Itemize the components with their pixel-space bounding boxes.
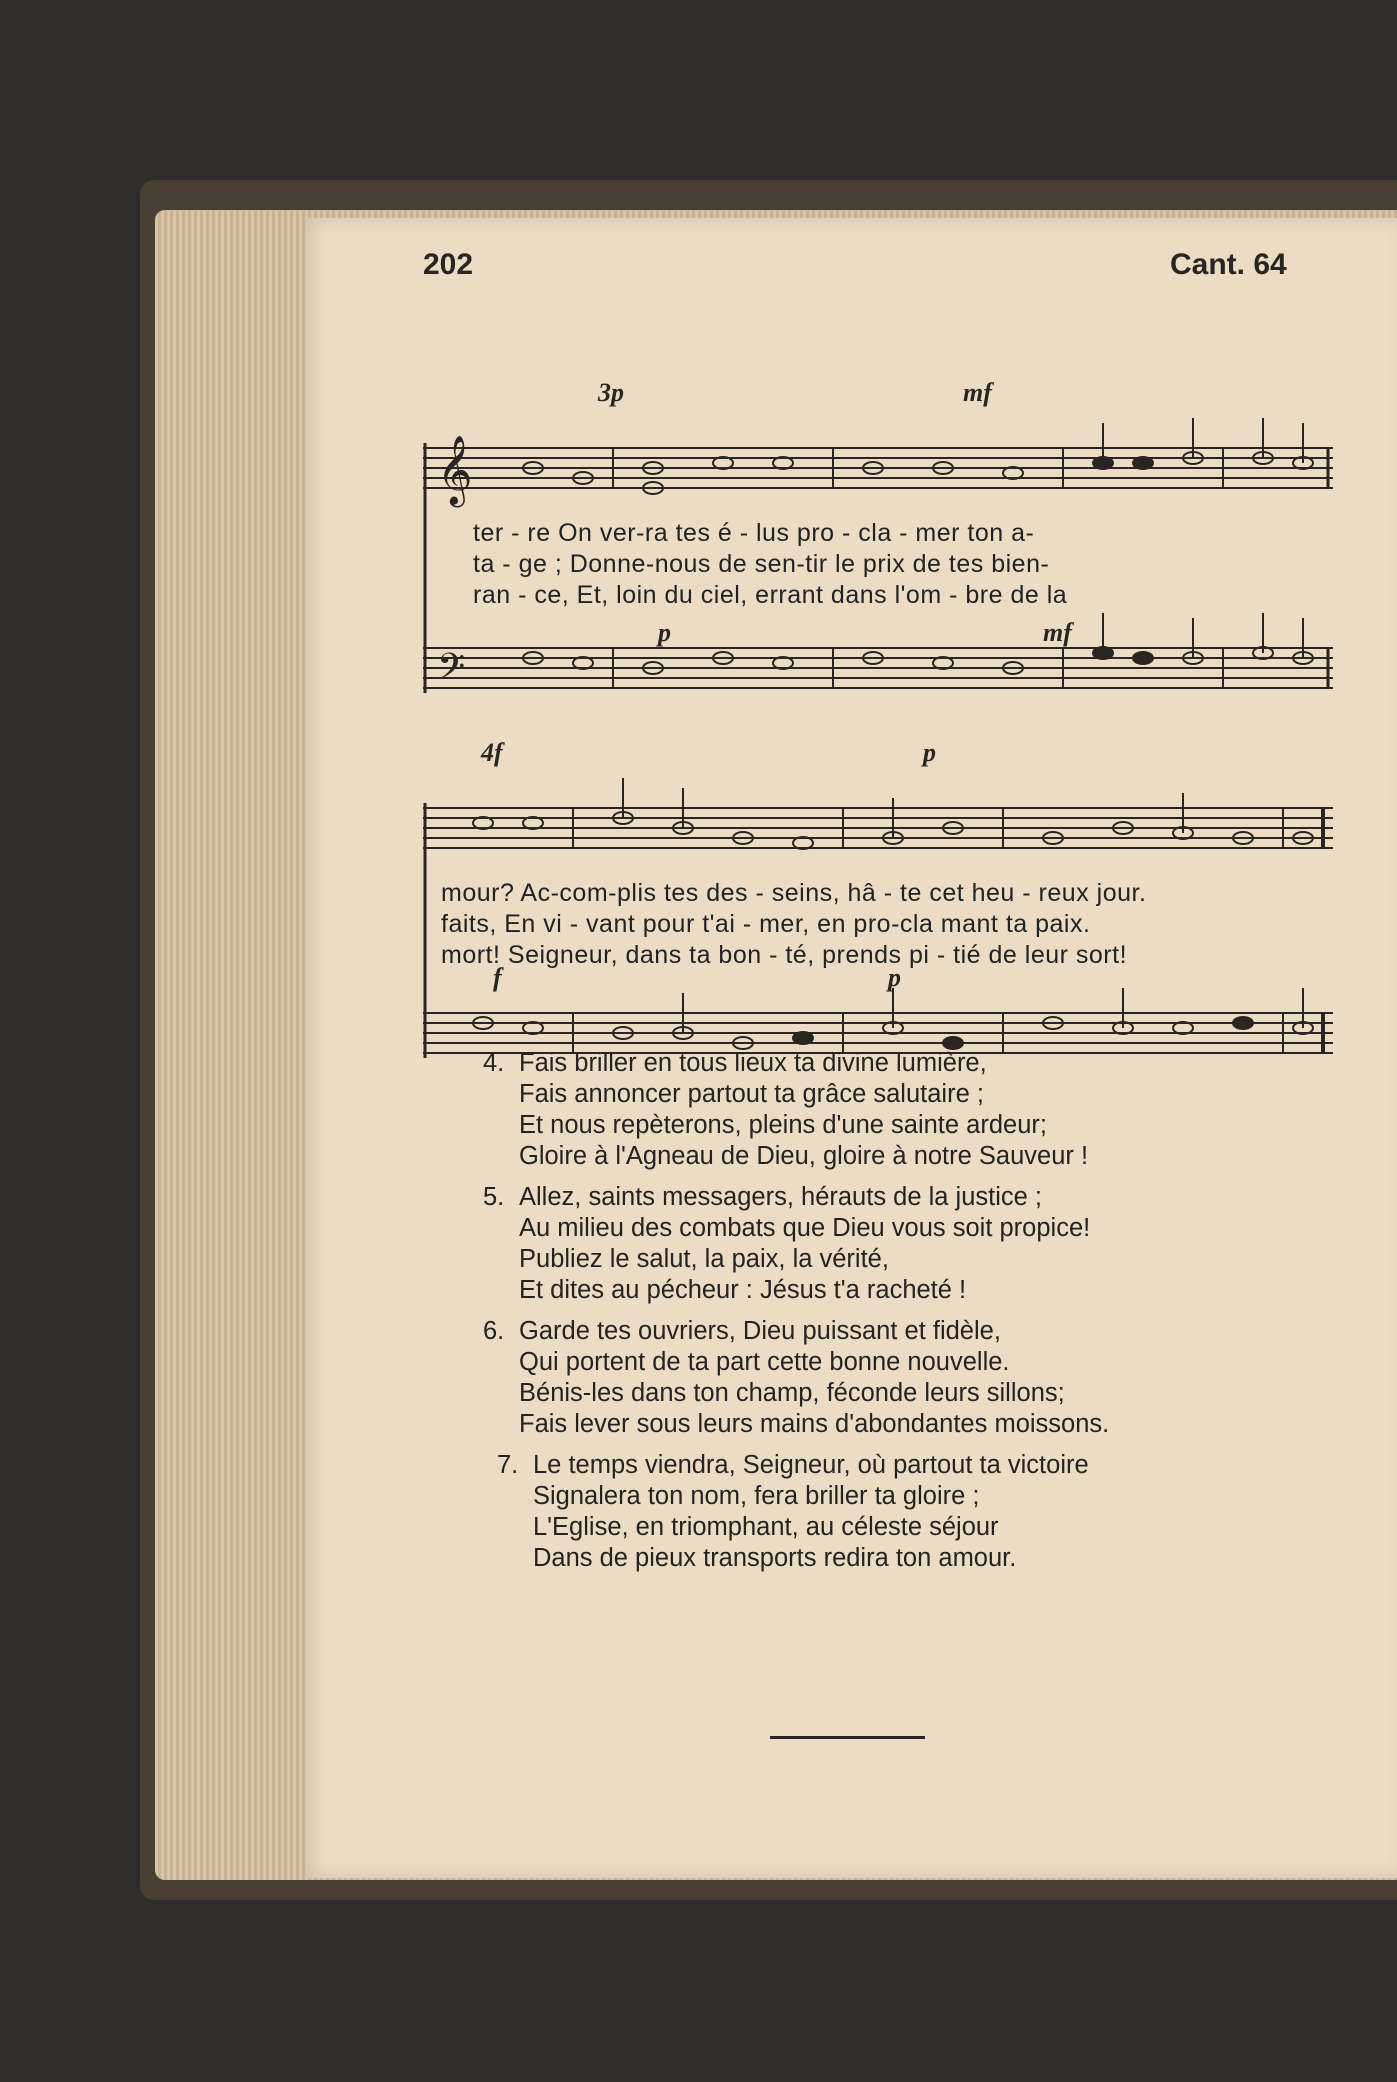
svg-text:𝄞: 𝄞 xyxy=(437,435,473,505)
dynamic-mark: mf xyxy=(963,378,992,407)
stanza-line xyxy=(483,1182,1203,1213)
stanza-line: Gloire à l'Agneau de Dieu, gloire à notre Sauveur ! xyxy=(519,1142,1089,1170)
stanza-line: Et nous repèterons, pleins d'une sainte ardeur; xyxy=(519,1111,1047,1139)
dynamic-mark: p xyxy=(658,618,671,647)
svg-text:𝄢: 𝄢 xyxy=(437,646,466,697)
dynamic-mark: p xyxy=(888,963,901,992)
stanza-line: Qui portent de ta part cette bonne nouvelle. xyxy=(519,1348,1010,1376)
music-staves-1 xyxy=(423,318,1338,708)
book-page xyxy=(305,218,1397,1878)
stanza-line: L'Eglise, en triomphant, au céleste séjour xyxy=(533,1513,999,1541)
stanza-line: Et dites au pécheur : Jésus t'a racheté ! xyxy=(519,1276,967,1304)
lyrics-block-2 xyxy=(441,878,1338,971)
dynamic-mark: f xyxy=(493,963,502,992)
dynamic-mark: mf xyxy=(1043,618,1072,647)
stanza-5 xyxy=(483,1182,1203,1306)
lyric-line: mour? Ac-com-plis tes des - seins, hâ - te cet heu - reux jour. xyxy=(441,879,1147,907)
stanza-6 xyxy=(483,1316,1203,1440)
stanza-line xyxy=(497,1450,1203,1481)
closing-rule xyxy=(770,1736,925,1739)
stanza-number: 6. xyxy=(483,1317,505,1345)
stanza-7 xyxy=(483,1450,1203,1574)
lyric-line: ran - ce, Et, loin du ciel, errant dans l'om - bre de la xyxy=(473,581,1068,609)
stanza-text: Garde tes ouvriers, Dieu puissant et fidèle, xyxy=(519,1317,1001,1345)
stanza-line: Signalera ton nom, fera briller ta gloire ; xyxy=(533,1482,980,1510)
lyrics-block-1 xyxy=(473,518,1338,611)
stanza-line: Dans de pieux transports redira ton amour. xyxy=(533,1544,1017,1572)
stanza-line xyxy=(483,1316,1203,1347)
stanza-number: 7. xyxy=(497,1451,519,1479)
stanza-line: Fais lever sous leurs mains d'abondantes moissons. xyxy=(519,1410,1110,1438)
stanza-line: Au milieu des combats que Dieu vous soit propice! xyxy=(519,1214,1091,1242)
page-number: 202 xyxy=(423,248,474,281)
cantique-label: Cant. 64 xyxy=(1170,248,1287,281)
dynamic-mark: 4f xyxy=(481,738,503,767)
dynamic-mark: 3p xyxy=(598,378,624,407)
stanza-text: Le temps viendra, Seigneur, où partout ta victoire xyxy=(533,1451,1089,1479)
stanza-line: Bénis-les dans ton champ, féconde leurs sillons; xyxy=(519,1379,1065,1407)
lyric-line: mort! Seigneur, dans ta bon - té, prends pi - tié de leur sort! xyxy=(441,941,1128,969)
stanza-line: Publiez le salut, la paix, la vérité, xyxy=(519,1245,889,1273)
lyric-line: faits, En vi - vant pour t'ai - mer, en pro-cla mant ta paix. xyxy=(441,910,1091,938)
page-header xyxy=(305,248,1397,288)
stanza-list xyxy=(483,1048,1203,1584)
stanza-4 xyxy=(483,1048,1203,1172)
stanza-text: Allez, saints messagers, hérauts de la justice ; xyxy=(519,1183,1042,1211)
stanza-line: Fais annoncer partout ta grâce salutaire ; xyxy=(519,1080,984,1108)
stanza-text: Fais briller en tous lieux ta divine lumière, xyxy=(519,1049,987,1077)
stanza-number: 4. xyxy=(483,1049,505,1077)
lyric-line: ta - ge ; Donne-nous de sen-tir le prix de tes bien- xyxy=(473,550,1050,578)
stanza-line xyxy=(483,1048,1203,1079)
dynamic-mark: p xyxy=(923,738,936,767)
music-system-1 xyxy=(423,318,1338,758)
stanza-number: 5. xyxy=(483,1183,505,1211)
lyric-line: ter - re On ver-ra tes é - lus pro - cla - mer ton a- xyxy=(473,519,1035,547)
